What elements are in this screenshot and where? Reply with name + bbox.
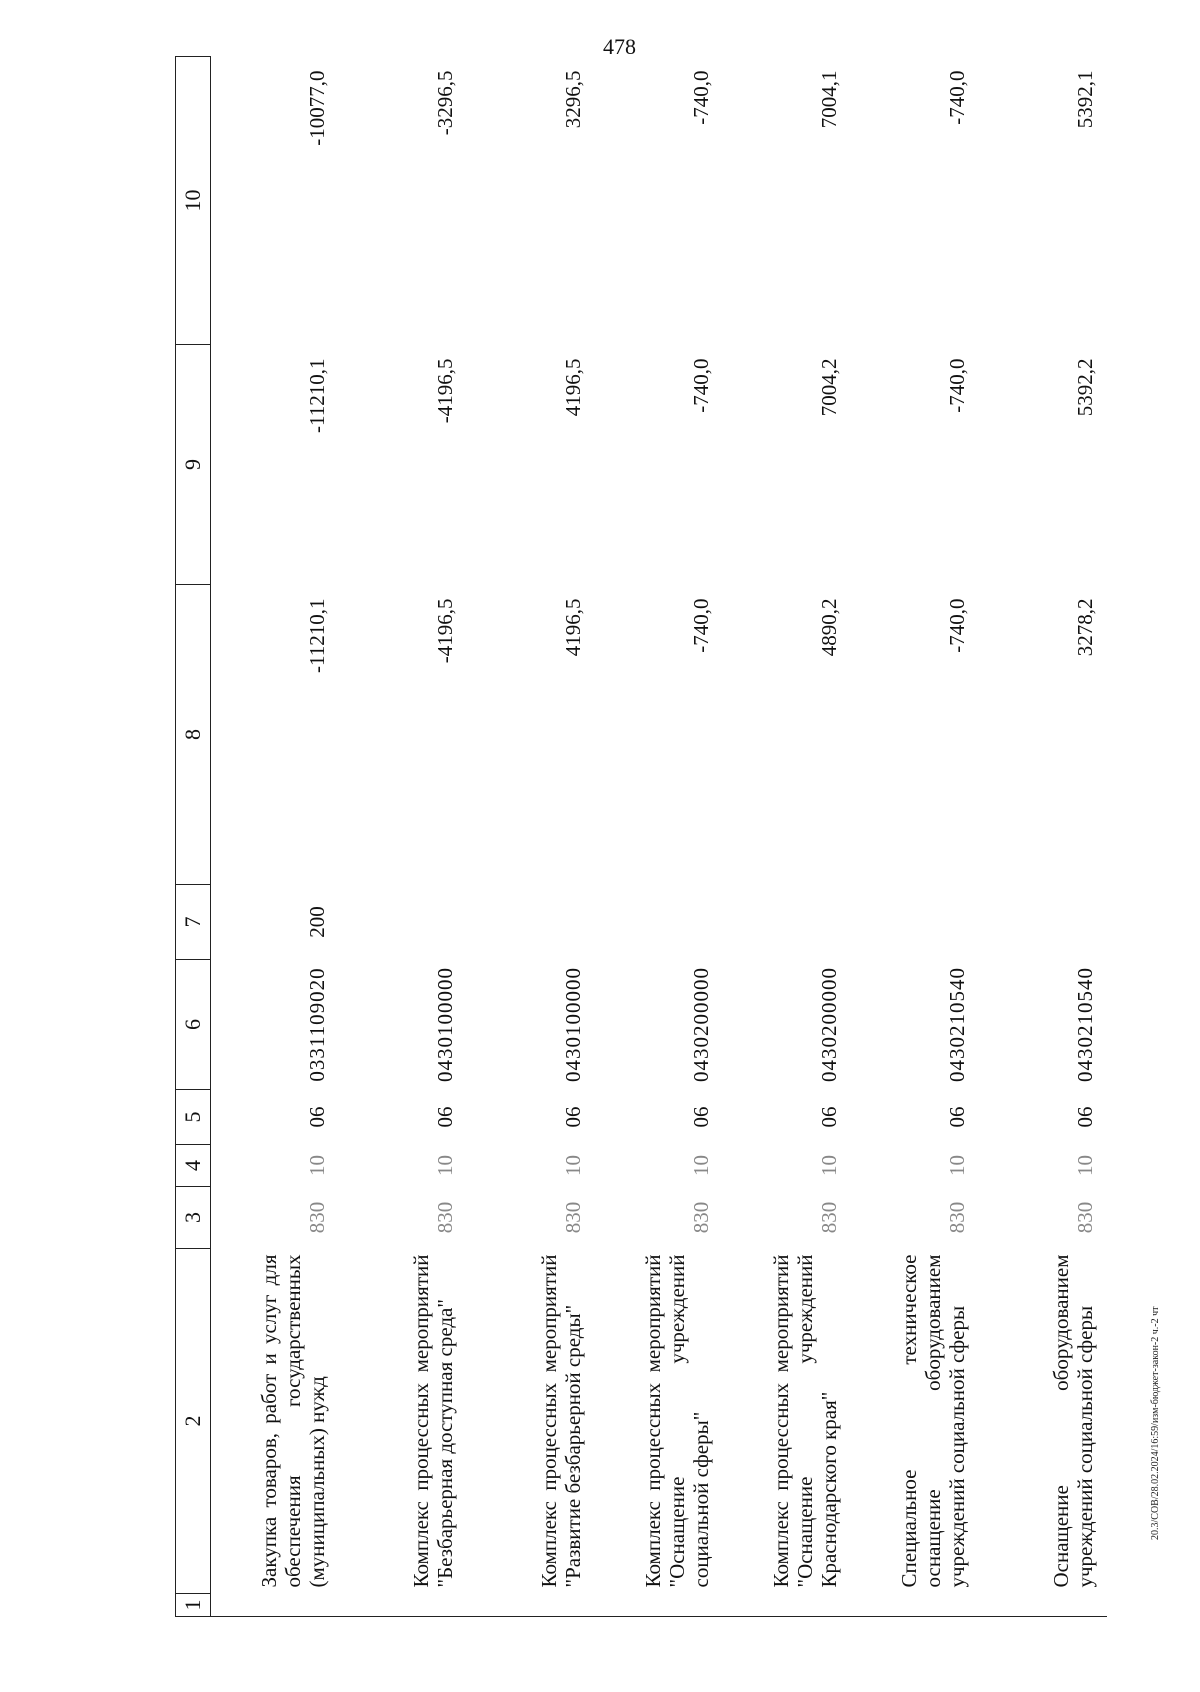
budget-table <box>175 56 1107 1617</box>
cell-col8: -11210,1 <box>304 598 329 673</box>
cell-col3: 830 <box>304 1201 329 1234</box>
cell-col6: 0430210540 <box>944 967 969 1082</box>
cell-col9: -11210,1 <box>304 358 329 433</box>
header-col-6: 6 <box>176 960 211 1090</box>
cell-name: Комплекс процессных мероприятий "Оснащение учреждений социальной сферы" <box>640 1254 713 1588</box>
cell-col5: 06 <box>560 1106 585 1128</box>
cell-col9: 5392,2 <box>1072 358 1097 417</box>
cell-col7: 200 <box>304 906 329 938</box>
table-header-row <box>176 57 211 1617</box>
cell-col10: -3296,5 <box>432 70 457 136</box>
cell-col6: 0430100000 <box>560 967 585 1082</box>
cell-name: Комплекс процессных мероприятий "Развитие безбарьерной среды" <box>536 1254 585 1588</box>
header-col-7: 7 <box>176 885 211 960</box>
cell-col4: 10 <box>816 1155 841 1176</box>
cell-col10: -10077,0 <box>304 70 329 146</box>
cell-col4: 10 <box>688 1155 713 1176</box>
table-row <box>979 57 1107 1617</box>
cell-col3: 830 <box>944 1201 969 1234</box>
header-col-4: 4 <box>176 1145 211 1187</box>
cell-col7 <box>979 885 1107 960</box>
cell-col1 <box>211 1594 340 1617</box>
cell-col4: 10 <box>432 1155 457 1176</box>
cell-col9: -4196,5 <box>432 358 457 424</box>
header-col-1: 1 <box>176 1594 211 1617</box>
table-row <box>211 57 340 1617</box>
cell-col1 <box>595 1594 723 1617</box>
cell-col1 <box>723 1594 851 1617</box>
cell-col6: 0430210540 <box>1072 967 1097 1082</box>
cell-col10: 3296,5 <box>560 70 585 129</box>
table-row <box>339 57 467 1617</box>
table-row <box>723 57 851 1617</box>
cell-col8: -740,0 <box>688 598 713 653</box>
header-col-9: 9 <box>176 345 211 585</box>
cell-col5: 06 <box>432 1106 457 1128</box>
rotated-table-container <box>175 57 1200 1617</box>
cell-name: Закупка товаров, работ и услуг для обеспечения государственных (муниципальных) нужд <box>256 1254 329 1588</box>
cell-col7 <box>851 885 979 960</box>
cell-col1 <box>467 1594 595 1617</box>
cell-col7 <box>467 885 595 960</box>
header-col-2: 2 <box>176 1249 211 1594</box>
page-number: 478 <box>603 34 636 59</box>
cell-col6: 0331109020 <box>304 967 329 1082</box>
header-col-8: 8 <box>176 585 211 885</box>
cell-col3: 830 <box>688 1201 713 1234</box>
header-col-10: 10 <box>176 57 211 345</box>
cell-col8: -4196,5 <box>432 598 457 664</box>
cell-col3: 830 <box>560 1201 585 1234</box>
cell-col9: -740,0 <box>944 358 969 413</box>
cell-col5: 06 <box>816 1106 841 1128</box>
cell-col10: 7004,1 <box>816 70 841 129</box>
cell-col5: 06 <box>304 1106 329 1128</box>
table-row <box>851 57 979 1617</box>
cell-col3: 830 <box>816 1201 841 1234</box>
cell-name: Оснащение оборудованием учреждений социальной сферы <box>1048 1254 1097 1588</box>
cell-col8: -740,0 <box>944 598 969 653</box>
header-col-5: 5 <box>176 1090 211 1145</box>
cell-col6: 0430200000 <box>688 967 713 1082</box>
cell-col10: -740,0 <box>688 70 713 125</box>
cell-col10: -740,0 <box>944 70 969 125</box>
cell-col4: 10 <box>560 1155 585 1176</box>
cell-col1 <box>979 1594 1107 1617</box>
table-row <box>467 57 595 1617</box>
cell-name: Специальное техническое оснащение оборудованием учреждений социальной сферы <box>896 1254 969 1588</box>
cell-name: Комплекс процессных мероприятий "Оснащение учреждений Краснодарского края" <box>768 1254 841 1588</box>
cell-col4: 10 <box>1072 1155 1097 1176</box>
cell-col3: 830 <box>1072 1201 1097 1234</box>
cell-col7 <box>723 885 851 960</box>
cell-col1 <box>851 1594 979 1617</box>
footer-document-code: 20.3/СОВ/28.02.2024/16:59/изм-бюджет-закон-2 ч.-2 чт <box>1150 1306 1161 1540</box>
cell-col3: 830 <box>432 1201 457 1234</box>
cell-col4: 10 <box>944 1155 969 1176</box>
cell-col8: 4890,2 <box>816 598 841 657</box>
cell-col9: 4196,5 <box>560 358 585 417</box>
cell-name: Комплекс процессных мероприятий "Безбарьерная доступная среда" <box>408 1254 457 1588</box>
cell-col8: 4196,5 <box>560 598 585 657</box>
cell-col1 <box>339 1594 467 1617</box>
cell-col7 <box>595 885 723 960</box>
cell-col5: 06 <box>944 1106 969 1128</box>
header-col-3: 3 <box>176 1187 211 1249</box>
cell-col8: 3278,2 <box>1072 598 1097 657</box>
cell-col5: 06 <box>1072 1106 1097 1128</box>
table-row <box>595 57 723 1617</box>
cell-col5: 06 <box>688 1106 713 1128</box>
cell-col10: 5392,1 <box>1072 70 1097 129</box>
cell-col9: -740,0 <box>688 358 713 413</box>
cell-col9: 7004,2 <box>816 358 841 417</box>
cell-col4: 10 <box>304 1155 329 1176</box>
cell-col7 <box>339 885 467 960</box>
cell-col6: 0430200000 <box>816 967 841 1082</box>
cell-col6: 0430100000 <box>432 967 457 1082</box>
